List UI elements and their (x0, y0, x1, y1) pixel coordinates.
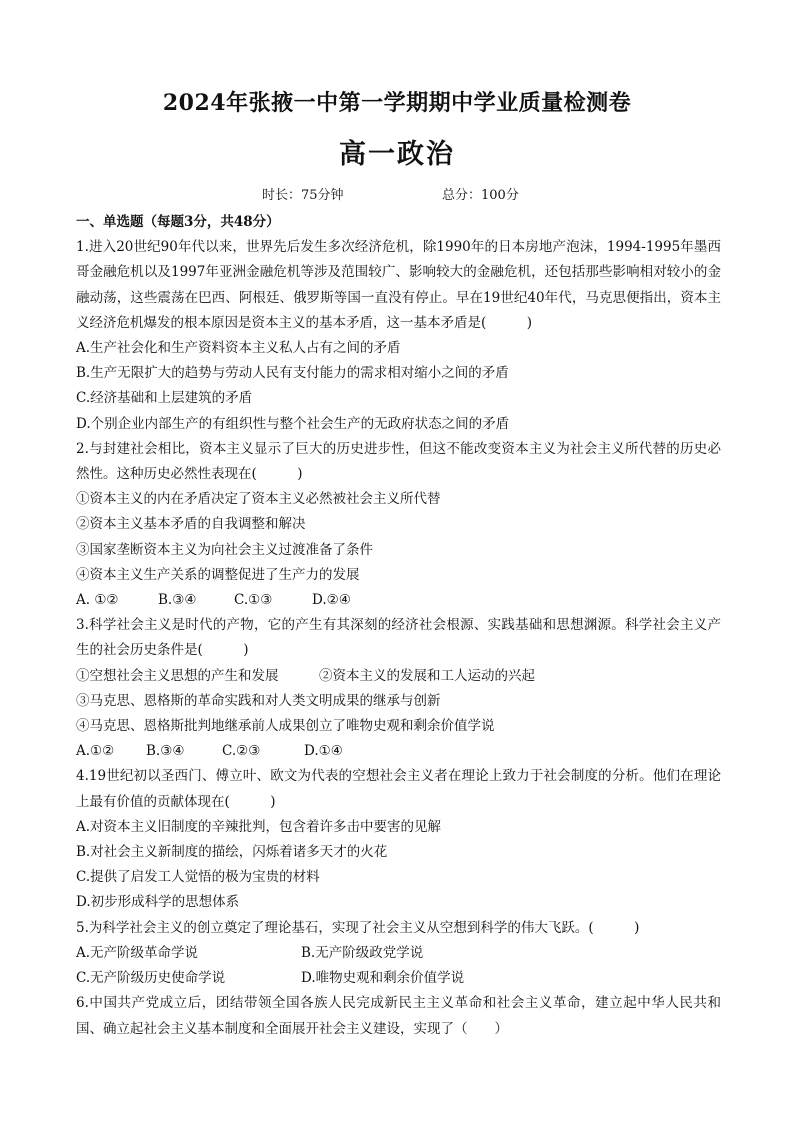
exam-duration: 时长：75分钟 (262, 188, 344, 203)
question-2-answer-c: C.①③ (234, 592, 273, 609)
question-1-option-c: C.经济基础和上层建筑的矛盾 (76, 390, 253, 407)
question-5-options-row-1 (76, 941, 721, 966)
question-2-item-2: ②资本主义基本矛盾的自我调整和解决 (76, 516, 306, 533)
exam-total-score: 总分：100分 (442, 188, 519, 203)
question-3-item-3: ③马克思、恩格斯的革命实践和对人类文明成果的继承与创新 (76, 692, 441, 709)
question-4-option-c: C.提供了启发工人觉悟的极为宝贵的材料 (76, 869, 320, 886)
question-3-answer-a: A.①② (76, 743, 115, 760)
question-4-option-b: B.对社会主义新制度的描绘，闪烁着诸多天才的火花 (76, 844, 388, 861)
question-4-stem: 4.19世纪初以圣西门、傅立叶、欧文为代表的空想社会主义者在理论上致力于社会制度的分析。他们在理论上最有价值的贡献体现在( ) (76, 768, 721, 810)
question-5-option-c: C.无产阶级历史使命学说 (76, 970, 226, 987)
question-5-option-a: A.无产阶级革命学说 (76, 944, 199, 961)
question-1-option-d: D.个别企业内部生产的有组织性与整个社会生产的无政府状态之间的矛盾 (76, 415, 510, 432)
question-3-stem: 3.科学社会主义是时代的产物，它的产生有其深刻的经济社会根源、实践基础和思想渊源。科学社会主义产生的社会历史条件是( ) (76, 617, 721, 659)
question-2-item-4: ④资本主义生产关系的调整促进了生产力的发展 (76, 566, 360, 583)
subject-title: 高一政治 (339, 139, 455, 170)
question-2-stem: 2.与封建社会相比，资本主义显示了巨大的历史进步性，但这不能改变资本主义为社会主义所代替的历史必然性。这种历史必然性表现在( ) (76, 440, 721, 483)
question-3-item-4: ④马克思、恩格斯批判地继承前人成果创立了唯物史观和剩余价值学说 (76, 718, 495, 735)
question-3-item-2: ②资本主义的发展和工人运动的兴起 (319, 667, 535, 684)
question-1-stem: 1.进入20世纪90年代以来，世界先后发生多次经济危机，除1990年的日本房地产泡沫，1994-1995年墨西哥金融危机以及1997年亚洲金融危机等涉及范围较广、影响较大的金融危机，还包括那些影响相对较小的金融动荡，这些震荡在巴西、阿根廷、俄罗斯等国一直没有停止。早在19世纪40年代，马克思便指出，资本主义经济危机爆发的根本原因是资本主义的基本矛盾，这一基本矛盾是( ) (76, 239, 721, 331)
exam-body (76, 210, 721, 1042)
question-1-option-b: B.生产无限扩大的趋势与劳动人民有支付能力的需求相对缩小之间的矛盾 (76, 365, 509, 382)
question-4-option-a: A.对资本主义旧制度的辛辣批判，包含着许多击中要害的见解 (76, 818, 442, 835)
question-2-item-3: ③国家垄断资本主义为向社会主义过渡准备了条件 (76, 541, 373, 558)
question-2-answer-a: A. ①② (76, 592, 119, 609)
question-3-answers (76, 739, 721, 764)
question-5-option-b: B.无产阶级政党学说 (301, 944, 424, 961)
question-5-stem: 5.为科学社会主义的创立奠定了理论基石，实现了社会主义从空想到科学的伟大飞跃。( ) (76, 919, 640, 936)
question-4-option-d: D.初步形成科学的思想体系 (76, 894, 240, 911)
question-3-answer-b: B.③④ (146, 743, 185, 760)
question-3-answer-c: C.②③ (222, 743, 261, 760)
question-3-answer-d: D.①④ (304, 743, 343, 760)
question-2-answer-b: B.③④ (158, 592, 197, 609)
question-6-stem: 6.中国共产党成立后，团结带领全国各族人民完成新民主主义革命和社会主义革命，建立起中华人民共和国、确立起社会主义基本制度和全面展开社会主义建设，实现了（ ） (76, 995, 721, 1037)
question-2-answers (76, 588, 721, 613)
exam-title: 2024年张掖一中第一学期期中学业质量检测卷 (162, 90, 632, 116)
question-3-item-1: ①空想社会主义思想的产生和发展 (76, 667, 279, 684)
question-5-option-d: D.唯物史观和剩余价值学说 (301, 970, 465, 987)
question-2-item-1: ①资本主义的内在矛盾决定了资本主义必然被社会主义所代替 (76, 491, 441, 508)
question-2-answer-d: D.②④ (312, 592, 351, 609)
question-3-items-row-1 (76, 664, 721, 689)
question-5-options-row-2 (76, 966, 721, 991)
section-header: 一、单选题（每题3分，共48分） (76, 214, 280, 230)
question-1-option-a: A.生产社会化和生产资料资本主义私人占有之间的矛盾 (76, 340, 401, 357)
